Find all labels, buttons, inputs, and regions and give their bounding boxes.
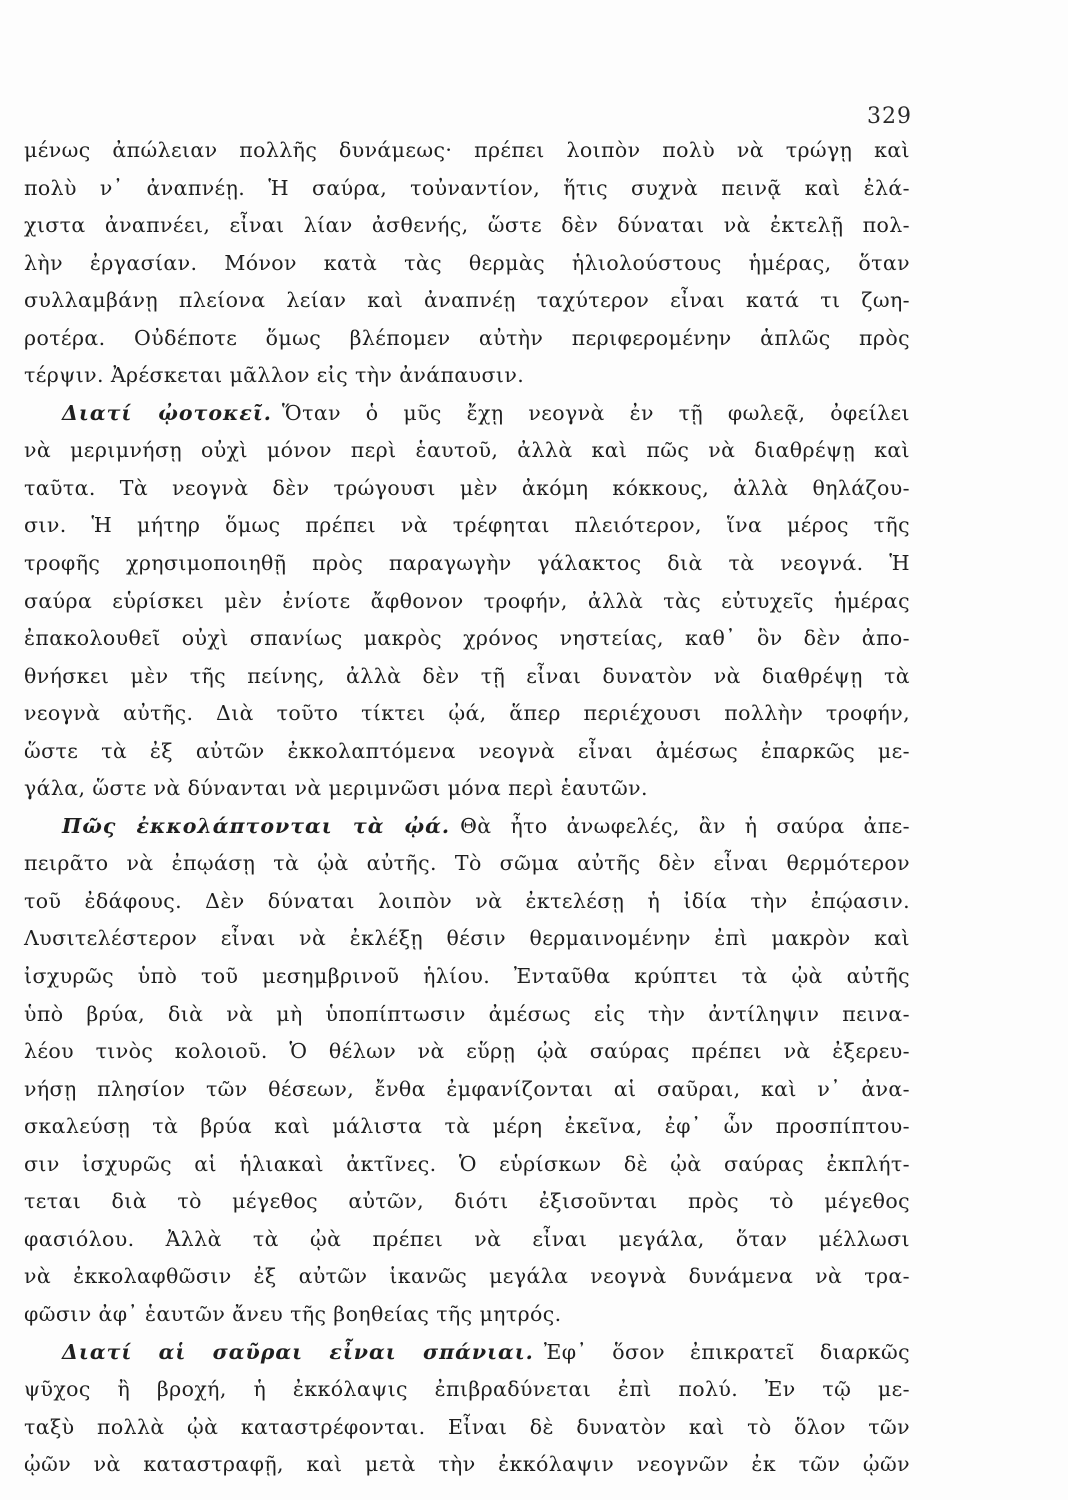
- text-line: φασιόλου. Ἀλλὰ τὰ ᾠὰ πρέπει νὰ εἶναι μεγάλα, ὅταν μέλλωσι: [24, 1226, 910, 1251]
- section-first-line: [24, 808, 910, 846]
- text-line: ὑπὸ βρύα, διὰ νὰ μὴ ὑποπίπτωσιν ἀμέσως εἰς τὴν ἀντίληψιν πεινα-: [24, 1001, 910, 1026]
- text-line: σιν. Ἡ μήτηρ ὅμως πρέπει νὰ τρέφηται πλειότερον, ἵνα μέρος τῆς: [24, 513, 910, 538]
- text-line: σιν ἰσχυρῶς αἱ ἡλιακαὶ ἀκτῖνες. Ὁ εὑρίσκων δὲ ᾠὰ σαύρας ἐκπλήτ-: [24, 1151, 910, 1176]
- text-line: νὰ μεριμνήσῃ οὐχὶ μόνον περὶ ἑαυτοῦ, ἀλλὰ καὶ πῶς νὰ διαθρέψῃ καὶ: [24, 438, 910, 463]
- text-line: φῶσιν ἀφ᾽ ἑαυτῶν ἄνευ τῆς βοηθείας τῆς μητρός.: [24, 1301, 562, 1326]
- text-line: ταῦτα. Τὰ νεογνὰ δὲν τρώγουσι μὲν ἀκόμη κόκκους, ἀλλὰ θηλάζου-: [24, 475, 910, 500]
- text-line: ὥστε τὰ ἐξ αὐτῶν ἐκκολαπτόμενα νεογνὰ εἶναι ἀμέσως ἐπαρκῶς με-: [24, 738, 910, 763]
- text-line: γάλα, ὥστε νὰ δύνανται νὰ μεριμνῶσι μόνα περὶ ἑαυτῶν.: [24, 776, 648, 801]
- text-line: ταξὺ πολλὰ ᾠὰ καταστρέφονται. Εἶναι δὲ δυνατὸν καὶ τὸ ὅλον τῶν: [24, 1414, 910, 1439]
- text-line: τεται διὰ τὸ μέγεθος αὐτῶν, διότι ἐξισοῦνται πρὸς τὸ μέγεθος: [24, 1189, 910, 1214]
- section-first-line: [24, 1334, 910, 1372]
- text-line: θνήσκει μὲν τῆς πείνης, ἀλλὰ δὲν τῇ εἶναι δυνατὸν νὰ διαθρέψῃ τὰ: [24, 663, 910, 688]
- section-heading: Διατί ᾠοτοκεῖ.: [62, 400, 272, 425]
- text-line: πειρᾶτο νὰ ἐπῳάσῃ τὰ ᾠὰ αὐτῆς. Τὸ σῶμα αὐτῆς δὲν εἶναι θερμότερον: [24, 851, 910, 876]
- section-first-line: [24, 395, 910, 433]
- text-line: τέρψιν. Ἀρέσκεται μᾶλλον εἰς τὴν ἀνάπαυσιν.: [24, 363, 525, 388]
- text-line: πολὺ ν᾽ ἀναπνέῃ. Ἡ σαύρα, τοὐναντίον, ἥτις συχνὰ πεινᾷ καὶ ἐλά-: [24, 175, 910, 200]
- text-line: λὴν ἐργασίαν. Μόνον κατὰ τὰς θερμὰς ἡλιολούστους ἡμέρας, ὅταν: [24, 250, 910, 275]
- body-text: [24, 132, 910, 1484]
- text-line: ἐπακολουθεῖ οὐχὶ σπανίως μακρὸς χρόνος νηστείας, καθ᾽ ὃν δὲν ἀπο-: [24, 626, 910, 651]
- text-line: νεογνὰ αὐτῆς. Διὰ τοῦτο τίκτει ᾠά, ἅπερ περιέχουσι πολλὴν τροφήν,: [24, 701, 910, 726]
- text-line: ροτέρα. Οὐδέποτε ὅμως βλέπομεν αὐτὴν περιφερομένην ἁπλῶς πρὸς: [24, 325, 910, 350]
- text-line: τροφῆς χρησιμοποιηθῇ πρὸς παραγωγὴν γάλακτος διὰ τὰ νεογνά. Ἡ: [24, 551, 910, 576]
- text-line: λέου τινὸς κολοιοῦ. Ὁ θέλων νὰ εὕρῃ ᾠὰ σαύρας πρέπει νὰ ἐξερευ-: [24, 1039, 910, 1064]
- text-line: σαύρα εὑρίσκει μὲν ἐνίοτε ἄφθονον τροφήν, ἀλλὰ τὰς εὐτυχεῖς ἡμέρας: [24, 588, 910, 613]
- section-first-text: Θὰ ἦτο ἀνωφελές, ἂν ἡ σαύρα ἀπε-: [460, 813, 910, 838]
- text-line: μένως ἀπώλειαν πολλῆς δυνάμεως· πρέπει λοιπὸν πολὺ νὰ τρώγῃ καὶ: [24, 138, 910, 162]
- text-line: χιστα ἀναπνέει, εἶναι λίαν ἀσθενής, ὥστε δὲν δύναται νὰ ἐκτελῇ πολ-: [24, 213, 910, 238]
- text-line: ψῦχος ἢ βροχή, ἡ ἐκκόλαψις ἐπιβραδύνεται ἐπὶ πολύ. Ἐν τῷ με-: [24, 1377, 910, 1402]
- text-line: Λυσιτελέστερον εἶναι νὰ ἐκλέξῃ θέσιν θερμαινομένην ἐπὶ μακρὸν καὶ: [24, 926, 910, 951]
- section-heading: Διατί αἱ σαῦραι εἶναι σπάνιαι.: [62, 1339, 534, 1364]
- text-line: συλλαμβάνῃ πλείονα λείαν καὶ ἀναπνέῃ ταχύτερον εἶναι κατά τι ζωη-: [24, 288, 910, 313]
- text-line: ᾠῶν νὰ καταστραφῇ, καὶ μετὰ τὴν ἐκκόλαψιν νεογνῶν ἐκ τῶν ᾠῶν: [24, 1452, 910, 1477]
- text-line: νὰ ἐκκολαφθῶσιν ἐξ αὐτῶν ἱκανῶς μεγάλα νεογνὰ δυνάμενα νὰ τρα-: [24, 1264, 910, 1289]
- text-line: τοῦ ἐδάφους. Δὲν δύναται λοιπὸν νὰ ἐκτελέσῃ ἡ ἰδία τὴν ἐπῴασιν.: [24, 888, 910, 913]
- text-line: ἰσχυρῶς ὑπὸ τοῦ μεσημβρινοῦ ἡλίου. Ἐνταῦθα κρύπτει τὰ ᾠὰ αὐτῆς: [24, 964, 910, 989]
- text-line: νήσῃ πλησίον τῶν θέσεων, ἔνθα ἐμφανίζονται αἱ σαῦραι, καὶ ν᾽ ἀνα-: [24, 1076, 910, 1101]
- page-number: 329: [867, 104, 912, 129]
- section-heading: Πῶς ἐκκολάπτονται τὰ ᾠά.: [62, 813, 451, 838]
- text-line: σκαλεύσῃ τὰ βρύα καὶ μάλιστα τὰ μέρη ἐκεῖνα, ἐφ᾽ ὧν προσπίπτου-: [24, 1114, 910, 1139]
- section-first-text: Ἐφ᾽ ὅσον ἐπικρατεῖ διαρκῶς: [543, 1339, 911, 1364]
- section-first-text: Ὅταν ὁ μῦς ἔχῃ νεογνὰ ἐν τῇ φωλεᾷ, ὀφείλει: [281, 400, 910, 425]
